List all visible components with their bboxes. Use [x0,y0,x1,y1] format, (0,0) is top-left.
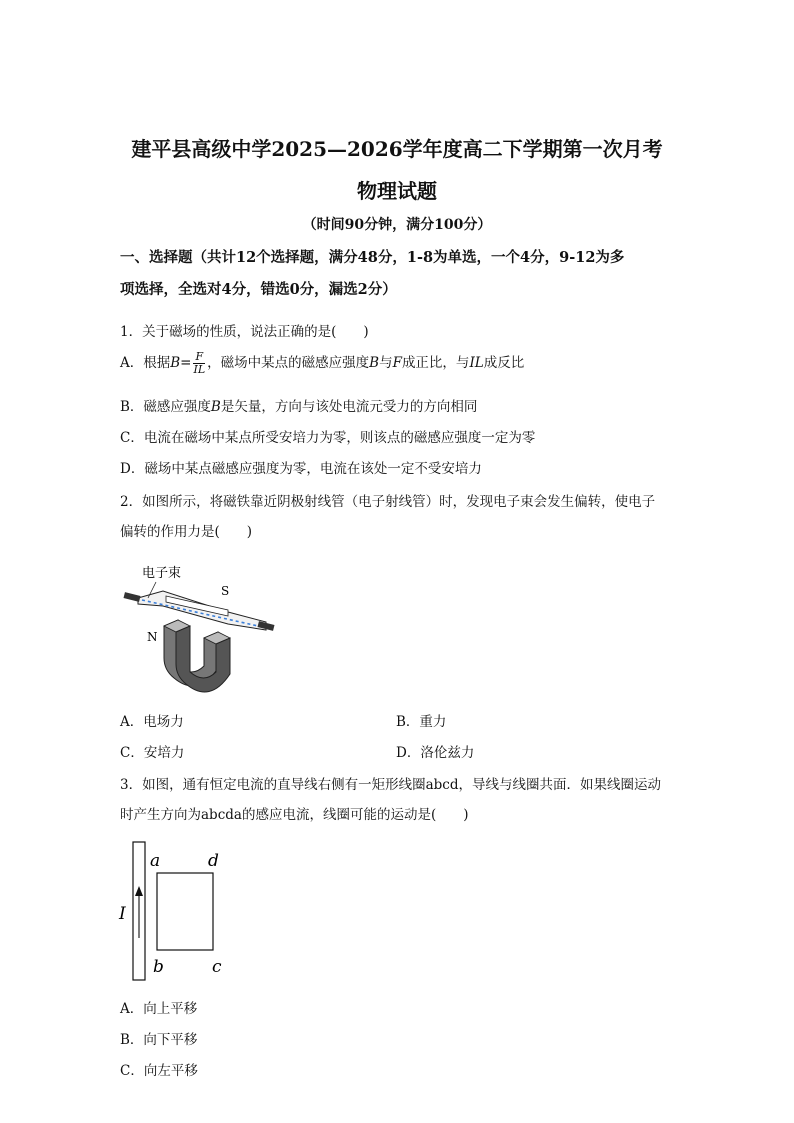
q2-option-b: B．重力 [396,714,447,730]
label-c: c [212,957,222,977]
q1-b-p1: B．磁感应强度 [120,399,211,415]
q1-stem: 1．关于磁场的性质，说法正确的是( ) [120,324,369,340]
q3-stem-line1: 3．如图，通有恒定电流的直导线右侧有一矩形线圈abcd，导线与线圈共面．如果线圈运动 [120,777,661,793]
label-s: S [221,584,230,598]
q3-option-b: B．向下平移 [120,1032,198,1048]
cathode-ray-tube-figure [118,560,283,695]
q1-a-p3: 成正比，与 [401,355,470,371]
exam-info: （时间90分钟，满分100分） [302,217,492,233]
q1-a-numerator: F [193,351,205,364]
label-d: d [208,851,219,871]
section-heading-line2: 项选择，全选对4分，错选0分，漏选2分） [120,281,397,298]
subject-title: 物理试题 [357,179,437,203]
cathode-end [124,592,141,602]
q1-a-v2: F [392,355,402,371]
q1-a-p1: ，磁场中某点的磁感应强度 [207,355,370,371]
rectangular-coil [157,873,213,950]
label-a: a [150,851,161,871]
q1-a-fraction [193,351,205,376]
q1-option-d: D．磁场中某点磁感应强度为零，电流在该处一定不受安培力 [120,461,482,477]
q1-a-var: B [170,355,181,371]
q1-b-p2: 是矢量，方向与该处电流元受力的方向相同 [220,399,478,415]
q1-a-p4: 成反比 [483,355,525,371]
q1-a-v3: IL [469,355,484,371]
q3-option-a: A．向上平移 [120,1001,198,1017]
q1-a-denominator: IL [193,363,206,376]
q2-stem-line1: 2．如图所示，将磁铁靠近阴极射线管（电子射线管）时，发现电子束会发生偏转，使电子 [120,494,656,510]
label-current: I [119,904,126,924]
wire-coil-figure [112,838,232,986]
q1-a-prefix: A．根据 [120,355,171,371]
q1-a-p2: 与 [379,355,393,371]
q1-option-b [120,395,680,415]
q2-stem-line2: 偏转的作用力是( ) [120,524,253,540]
q3-option-c: C．向左平移 [120,1063,198,1079]
section-heading-line1: 一、选择题（共计12个选择题，满分48分，1-8为单选，一个4分，9-12为多 [120,249,625,266]
q1-a-eq: = [180,355,192,371]
label-electron-beam: 电子束 [142,566,182,581]
q1-a-v1: B [369,355,380,371]
q1-option-a [120,351,680,376]
label-n: N [147,630,158,644]
q1-option-c: C．电流在磁场中某点所受安培力为零，则该点的磁感应强度一定为零 [120,430,536,446]
q2-option-a: A．电场力 [120,714,184,730]
q3-stem-line2: 时产生方向为abcda的感应电流，线圈可能的运动是( ) [120,807,469,823]
exam-title: 建平县高级中学2025—2026学年度高二下学期第一次月考 [131,137,663,161]
label-b: b [153,957,164,977]
q2-option-d: D．洛伦兹力 [396,745,475,761]
q1-b-var: B [210,399,221,415]
q2-option-c: C．安培力 [120,745,185,761]
